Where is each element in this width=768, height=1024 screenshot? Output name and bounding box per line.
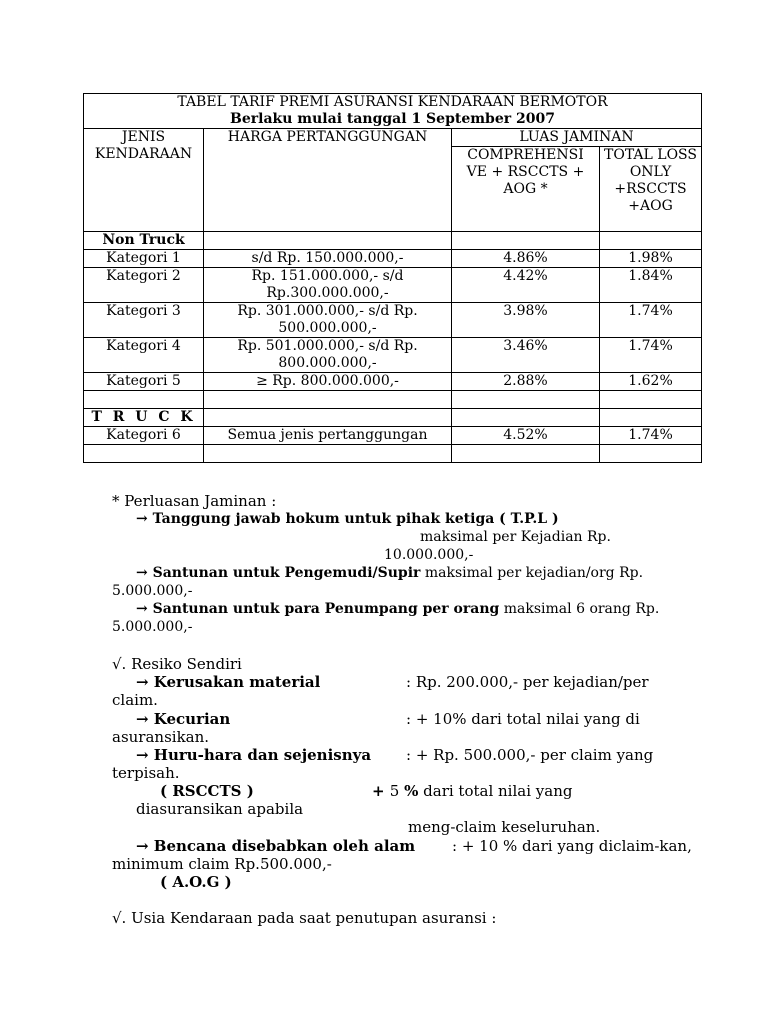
rsccts-text: dari total nilai yang	[418, 782, 573, 800]
penumpang-line	[136, 600, 659, 618]
tpl-label: → Tanggung jawab hokum untuk pihak ketiga ( T.P.L )	[136, 511, 559, 527]
header-comprehensive: COMPREHENSI VE + RSCCTS + AOG *	[452, 147, 600, 232]
kategori-cell: Kategori 3	[84, 303, 204, 338]
kerusakan-cont: claim.	[112, 691, 158, 709]
tlo-rate-cell: 1.74%	[600, 427, 702, 445]
comprehensive-rate-cell: 4.86%	[452, 250, 600, 268]
resiko-heading: √. Resiko Sendiri	[112, 655, 242, 673]
harga-cell: Rp. 151.000.000,- s/d Rp.300.000.000,-	[204, 268, 452, 303]
rsccts-number: 5	[389, 782, 405, 800]
kategori-cell: Kategori 1	[84, 250, 204, 268]
table-row	[84, 250, 702, 268]
harga-cell: s/d Rp. 150.000.000,-	[204, 250, 452, 268]
empty-row	[84, 445, 702, 463]
rsccts-cont-1: diasuransikan apabila	[136, 800, 304, 818]
kecurian-cont: asuransikan.	[112, 728, 210, 746]
kerusakan-label: → Kerusakan material	[136, 673, 321, 691]
header-jenis-kendaraan: JENIS KENDARAAN	[84, 129, 204, 232]
tpl-text: maksimal per Kejadian Rp.	[420, 529, 611, 545]
supir-label: → Santunan untuk Pengemudi/Supir	[136, 565, 421, 581]
supir-amount: 5.000.000,-	[112, 583, 193, 599]
huru-hara-label: → Huru-hara dan sejenisnya	[136, 746, 372, 764]
tlo-rate-cell: 1.98%	[600, 250, 702, 268]
header-luas-jaminan: LUAS JAMINAN	[452, 129, 702, 147]
penumpang-text: maksimal 6 orang Rp.	[503, 601, 660, 617]
table-row	[84, 338, 702, 373]
bencana-text: : + 10 % dari yang diclaim-kan,	[452, 837, 692, 855]
huru-hara-text: : + Rp. 500.000,- per claim yang	[406, 746, 654, 764]
kategori-cell: Kategori 2	[84, 268, 204, 303]
table-row	[84, 427, 702, 445]
harga-cell: Rp. 301.000.000,- s/d Rp. 500.000.000,-	[204, 303, 452, 338]
table-row	[84, 303, 702, 338]
group-label-truck: T R U C K	[84, 409, 204, 427]
tlo-rate-cell: 1.74%	[600, 303, 702, 338]
header-harga-pertanggungan: HARGA PERTANGGUNGAN	[204, 129, 452, 232]
harga-cell: Rp. 501.000.000,- s/d Rp. 800.000.000,-	[204, 338, 452, 373]
comprehensive-rate-cell: 3.98%	[452, 303, 600, 338]
rsccts-percent: %	[404, 782, 419, 800]
kerusakan-text: : Rp. 200.000,- per kejadian/per	[406, 673, 649, 691]
table-row	[84, 373, 702, 391]
penumpang-amount: 5.000.000,-	[112, 619, 193, 635]
harga-cell: ≥ Rp. 800.000.000,-	[204, 373, 452, 391]
rsccts-plus: +	[372, 782, 390, 800]
tpl-amount: 10.000.000,-	[384, 547, 474, 563]
comprehensive-rate-cell: 4.42%	[452, 268, 600, 303]
empty-row	[84, 391, 702, 409]
tlo-rate-cell: 1.84%	[600, 268, 702, 303]
kategori-cell: Kategori 4	[84, 338, 204, 373]
kategori-cell: Kategori 5	[84, 373, 204, 391]
table-subtitle: Berlaku mulai tanggal 1 September 2007	[230, 111, 555, 127]
group-label-non-truck: Non Truck	[84, 232, 204, 250]
kategori-cell: Kategori 6	[84, 427, 204, 445]
comprehensive-rate-cell: 3.46%	[452, 338, 600, 373]
huru-hara-cont: terpisah.	[112, 764, 180, 782]
rsccts-label: ( RSCCTS )	[160, 782, 254, 800]
header-total-loss-only: TOTAL LOSS ONLY +RSCCTS +AOG	[600, 147, 702, 232]
premium-rate-table	[83, 93, 702, 463]
kecurian-label: → Kecurian	[136, 710, 231, 728]
usia-heading: √. Usia Kendaraan pada saat penutupan asuransi :	[112, 909, 497, 927]
harga-cell: Semua jenis pertanggungan	[204, 427, 452, 445]
tlo-rate-cell: 1.62%	[600, 373, 702, 391]
supir-line	[136, 564, 643, 582]
rsccts-cont-2: meng-claim keseluruhan.	[408, 818, 601, 836]
table-title-cell	[84, 94, 702, 129]
comprehensive-rate-cell: 4.52%	[452, 427, 600, 445]
perluasan-heading: * Perluasan Jaminan :	[112, 492, 277, 510]
table-row	[84, 268, 702, 303]
bencana-label: → Bencana disebabkan oleh alam	[136, 837, 416, 855]
tlo-rate-cell: 1.74%	[600, 338, 702, 373]
rsccts-line	[372, 782, 572, 800]
comprehensive-rate-cell: 2.88%	[452, 373, 600, 391]
penumpang-label: → Santunan untuk para Penumpang per orang	[136, 601, 500, 617]
table-title: TABEL TARIF PREMI ASURANSI KENDARAAN BERMOTOR	[177, 94, 608, 110]
aog-label: ( A.O.G )	[160, 873, 232, 891]
bencana-cont: minimum claim Rp.500.000,-	[112, 855, 332, 873]
supir-text: maksimal per kejadian/org Rp.	[424, 565, 644, 581]
kecurian-text: : + 10% dari total nilai yang di	[406, 710, 640, 728]
